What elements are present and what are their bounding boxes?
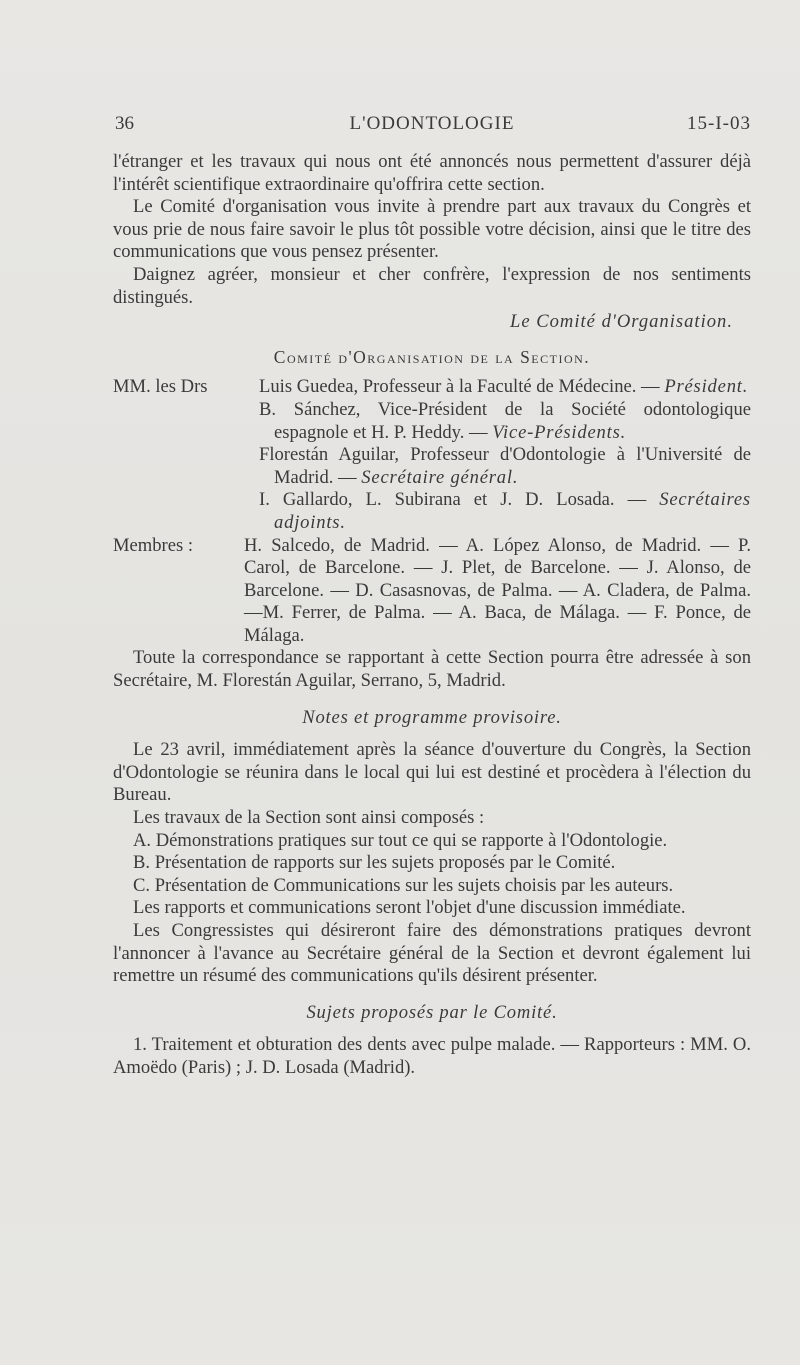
letter-paragraph: l'étranger et les travaux qui nous ont été annoncés nous permettent d'assurer déjà l'intérêt scientifique extraordinaire qu'offrira cette section. xyxy=(113,151,751,195)
notes-heading: Notes et programme provisoire. xyxy=(302,706,562,728)
committee-vice-presidents xyxy=(113,399,751,444)
vp-text: B. Sánchez, Vice-Président de la Société odontologique espagnole et H. P. Heddy. — xyxy=(259,398,751,443)
sa-role: Secrétaires adjoints. xyxy=(274,489,751,533)
issue-date: 15-I-03 xyxy=(687,113,751,134)
letter-signature: Le Comité d'Organisation. xyxy=(509,311,733,333)
president-name: Luis Guedea, Professeur à la Faculté de Médecine. — xyxy=(259,376,660,398)
committee-secretary-general xyxy=(113,444,751,489)
notes-paragraph: Les travaux de la Section sont ainsi composés : xyxy=(133,807,485,829)
president-role: Président. xyxy=(664,376,749,398)
letter-paragraph: Le Comité d'organisation vous invite à prendre part aux travaux du Congrès et vous prie de nous faire savoir le plus tôt possible votre décision, ainsi que le titre des communications que vous pensez présenter. xyxy=(113,196,751,263)
members-list: H. Salcedo, de Madrid. — A. López Alonso, de Madrid. — P. Carol, de Barcelone. — J. Plet, de Barcelone. — J. Alonso, de Barcelone. — D. Casasnovas, de Palma. — A. Cladera, de Palma. —M. Ferrer, de Palma. — A. Baca, de Málaga. — F. Ponce, de Málaga. xyxy=(244,534,751,646)
notes-paragraph: Les Congressistes qui désireront faire des démonstrations pratiques devront l'annoncer à l'avance au Secrétaire général de la Section et devront également lui remettre un résumé des communications qu'ils désirent présenter. xyxy=(113,920,751,987)
members-label: Membres : xyxy=(113,534,194,556)
committee-assistant-secretaries xyxy=(113,489,751,534)
notes-paragraph: Le 23 avril, immédiatement après la séance d'ouverture du Congrès, la Section d'Odontologie se réunira dans le local qui lui est destiné et procèdera à l'élection du Bureau. xyxy=(113,739,751,806)
page-body xyxy=(113,151,751,1080)
sa-text: I. Gallardo, L. Subirana et J. D. Losada. — xyxy=(259,489,647,511)
notes-item-c: C. Présentation de Communications sur les sujets choisis par les auteurs. xyxy=(133,874,674,896)
correspondence-note: Toute la correspondance se rapportant à cette Section pourra être adressée à son Secrétaire, M. Florestán Aguilar, Serrano, 5, Madrid. xyxy=(113,647,751,692)
vp-role: Vice-Présidents. xyxy=(492,421,627,443)
committee-members xyxy=(113,535,751,648)
notes-paragraph: Les rapports et communications seront l'objet d'une discussion immédiate. xyxy=(133,897,686,919)
subjects-heading: Sujets proposés par le Comité. xyxy=(306,1001,558,1023)
mm-label: MM. les Drs xyxy=(113,376,208,398)
letter-paragraph: Daignez agréer, monsieur et cher confrère, l'expression de nos sentiments distingués. xyxy=(113,263,751,308)
journal-title: L'ODONTOLOGIE xyxy=(349,113,515,134)
sg-role: Secrétaire général. xyxy=(361,466,519,488)
subject-item: 1. Traitement et obturation des dents avec pulpe malade. — Rapporteurs : MM. O. Amoëdo (Paris) ; J. D. Losada (Madrid). xyxy=(113,1034,751,1078)
page-number: 36 xyxy=(115,113,134,134)
notes-item-b: B. Présentation de rapports sur les sujets proposés par le Comité. xyxy=(133,852,616,874)
committee-president xyxy=(113,376,751,399)
sg-text: Florestán Aguilar, Professeur d'Odontologie à l'Université de Madrid. — xyxy=(259,444,751,488)
committee-heading: Comité d'Organisation de la Section. xyxy=(273,346,591,367)
notes-item-a: A. Démonstrations pratiques sur tout ce qui se rapporte à l'Odontologie. xyxy=(133,829,668,851)
